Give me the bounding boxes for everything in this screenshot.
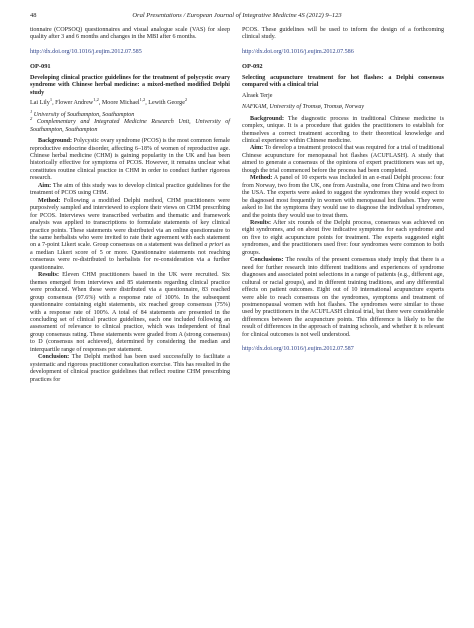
section-label: Results: xyxy=(250,219,271,226)
method-paragraph xyxy=(242,175,444,220)
right-column xyxy=(242,27,444,354)
author-affiliation-mark: 2 xyxy=(184,97,188,103)
abstract-title: Selecting acupuncture treatment for hot flashes: a Delphi consensus compared with a clinical trial xyxy=(242,74,444,89)
section-label: Background: xyxy=(38,138,73,145)
section-text: After six rounds of the Delphi process, consensus was achieved on eight syndromes, and on about five indicative symptoms for each syndrome and on five to eight acupuncture points for treatment. The experts suggested eight syndromes, and the practitioners used five: four syndromes were common to both groups. xyxy=(242,219,444,256)
section-text: Polycystic ovary syndrome (PCOS) is the most common female reproductive endocrine disorder, affecting 6–18% of women of reproductive age. Chinese herbal medicine (CHM) is gaining popularity in the UK and has been historically effective for symptoms of PCOS. However, it remains unclear what constitutes routine clinical practice in CHM in order to conduct further rigorous research. xyxy=(30,138,230,182)
section-label: Results: xyxy=(38,272,59,279)
section-label: Aim: xyxy=(38,182,52,189)
conclusion-paragraph xyxy=(30,354,230,384)
abstract-id: OP-092 xyxy=(242,63,263,71)
section-text: A panel of 10 experts was included in an e-mail Delphi process: four from Norway, two from the UK, one from Australia, one from China and two from the USA. The experts were asked to suggest the syndromes they would expect to be diagnosed most frequently in women with menopausal hot flashes. They were asked to list the symptoms they would use to diagnose the individual syndromes, and the points they would use to treat them. xyxy=(242,175,445,219)
section-label: Conclusions: xyxy=(250,257,284,264)
author-affiliation-mark: 1,2 xyxy=(93,97,99,103)
section-text: as a median Likert score of 5 or more. Questionnaire statements not reaching consensus were re-distributed to herbalists for re-consideration via a further questionnaire. xyxy=(30,242,230,271)
section-label: Background: xyxy=(250,115,285,122)
section-text: Eleven CHM practitioners based in the UK were recruited. Six themes emerged from interviews and 85 statements regarding clinical practice were produced. When these were distributed via a questionnaire, 83 reached group consensus (97.6%) with a response rate of 100%. In the subsequent questionnaire containing eight statements, six reached group consensus (75%) with a response rate of 100%. A total of 84 statements are presented in the concluding set of clinical practice guidelines, each one included following an assessment of relevance to clinical practice, which was independent of final group consensus rating. These statements were graded from A (strong consensus) to D (consensus not achieved), determined by considering the median and interquartile range of responses per statement. xyxy=(30,272,230,353)
author-affiliation-mark: 1 xyxy=(49,97,53,103)
background-paragraph xyxy=(30,138,230,183)
section-text: Following a modified Delphi method, CHM practitioners were purposively sampled and interviewed to explore their views on CHM prescribing for PCOS. Interviews were transcribed verbatim and thematic and framework analysis was applied to transcriptions to formulate statements of key clinical practice points. These statements were distributed via an online questionnaire to the same herbalists who were invited to rate their agreement with each statement on a 7-point Likert scale. Group consensus on a statement was defined xyxy=(30,197,230,249)
section-text: The diagnostic process in traditional Chinese medicine is complex, unique. It is a procedure that guides the practitioners to establish for themselves a correct treatment according to their theoretical knowledge and clinical experience within Chinese medicine. xyxy=(242,115,445,144)
section-text: The Delphi method has been used successfully to facilitate a systematic and rigorous practitioner consultation exercise. This has resulted in the development of clinical practice guidelines that reflect routine CHM prescribing practices for xyxy=(30,354,230,383)
abstract-id: OP-091 xyxy=(30,63,51,71)
page-number: 48 xyxy=(30,12,37,19)
doi-link[interactable]: http://dx.doi.org/10.1016/j.eujim.2012.07.587 xyxy=(242,346,354,353)
author-name: , Flower Andrew xyxy=(52,100,94,107)
results-paragraph xyxy=(30,272,230,354)
affiliation xyxy=(30,116,230,134)
section-label: Conclusion: xyxy=(38,354,70,361)
section-text: The results of the present consensus study imply that there is a need for further research into different traditions and experiences of syndrome diagnoses and associated point selections in a range of patients (e.g., different age, cultural or racial groups), and in different training traditions, and any differential effects on patient outcomes. Eight out of 10 international acupuncture experts were able to reach consensus on the syndromes, symptoms and treatment of postmenopausal women with hot flashes. The syndromes were similar to those used by practitioners in the ACUFLASH clinical trial, but there were considerable differences between the acupuncture points. This difference is likely to be the result of differences in the approach of training schools, and whether it is relevant for clinical outcomes is not well understood. xyxy=(242,257,444,338)
author-name: Lai Lily xyxy=(30,100,50,107)
conclusions-paragraph xyxy=(242,257,444,339)
aim-paragraph xyxy=(242,145,444,175)
author-name: , Lewith George xyxy=(145,100,185,107)
section-label: Aim: xyxy=(250,145,264,152)
affiliation-mark: 1 xyxy=(30,108,33,114)
doi-link[interactable]: http://dx.doi.org/10.1016/j.eujim.2012.07.585 xyxy=(30,48,142,55)
doi-link[interactable]: http://dx.doi.org/10.1016/j.eujim.2012.07.586 xyxy=(242,48,354,55)
section-label: Method: xyxy=(250,175,273,182)
section-label: Method: xyxy=(38,197,61,204)
affiliation-text: University of Southampton, Southampton xyxy=(33,111,135,118)
abstract-title: Developing clinical practice guidelines for the treatment of polycystic ovary syndrome with Chinese herbal medicine: a mixed-method modified Delphi study xyxy=(30,74,230,96)
author-name: Alraek Terje xyxy=(242,92,273,99)
author-list xyxy=(30,97,230,107)
section-text: To develop a treatment protocol that was required for a trial of traditional Chinese acupuncture for menopausal hot flashes (ACUFLASH). A study that aimed to generate a consensus of the opinions of expert practitioners was set up, though the trial commenced before the process had been completed. xyxy=(242,145,444,174)
author-affiliation-mark: 1,2 xyxy=(139,97,146,103)
background-paragraph xyxy=(242,116,444,146)
italic-phrase: a priori xyxy=(204,242,224,249)
author-name: , Moore Michael xyxy=(98,100,140,107)
section-text: The aim of this study was to develop clinical practice guidelines for the treatment of PCOS using CHM. xyxy=(30,182,230,197)
carry-over-text: tionnaire (COPSOQ) questionnaires and visual analogue scale (VAS) for sleep quality after 3 and 6 months and changes in the MBI after 6 months. xyxy=(30,27,230,41)
method-paragraph xyxy=(30,198,230,273)
affiliation-text: Complementary and Integrated Medicine Research Unit, University of Southampton, Southampton xyxy=(30,119,230,133)
affiliation-mark: 2 xyxy=(30,116,33,122)
aim-paragraph xyxy=(30,183,230,198)
left-column xyxy=(30,27,230,384)
affiliation: NAFKAM, University of Tromsø, Tromsø, Norway xyxy=(242,104,365,111)
carry-over-text: PCOS. These guidelines will be used to inform the design of a forthcoming clinical study. xyxy=(242,27,444,41)
results-paragraph xyxy=(242,220,444,257)
journal-running-title: Oral Presentations / European Journal of Integrative Medicine 4S (2012) 9–123 xyxy=(132,12,342,19)
